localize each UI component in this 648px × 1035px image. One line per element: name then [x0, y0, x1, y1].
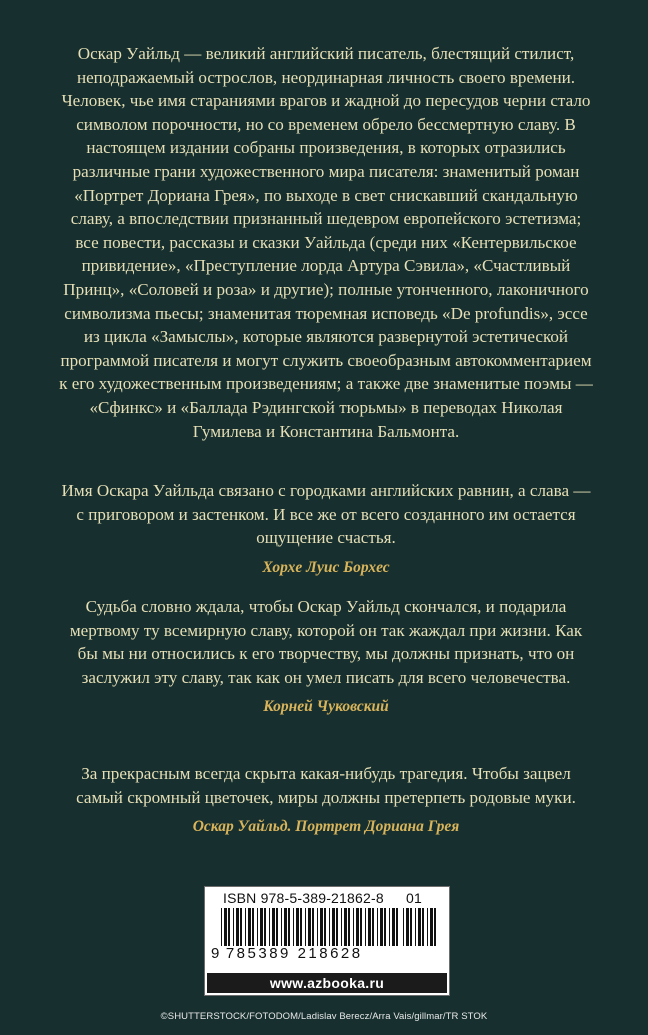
barcode-bar: [406, 908, 409, 946]
barcode-bar: [296, 908, 299, 946]
barcode-digits: [211, 945, 363, 962]
barcode-bar: [252, 908, 254, 946]
barcode-bar: [380, 908, 383, 946]
isbn-number: ISBN 978-5-389-21862-8: [223, 890, 384, 906]
barcode-bar: [336, 908, 338, 946]
barcode-bar: [396, 908, 398, 946]
barcode-bar: [272, 908, 275, 946]
quote-author: Хорхе Луис Борхес: [262, 558, 390, 576]
barcode-bar: [305, 908, 306, 946]
barcode-bar: [300, 908, 302, 946]
barcode-bar: [332, 908, 335, 946]
barcode-bar: [320, 908, 323, 946]
barcode-bar: [284, 908, 287, 946]
barcode-bar: [415, 908, 416, 946]
barcode-bar: [427, 908, 428, 946]
barcode-bar: [341, 908, 342, 946]
barcode-bar: [224, 908, 227, 946]
barcode-bar: [308, 908, 311, 946]
barcode-bar: [418, 908, 421, 946]
barcode-bar: [344, 908, 347, 946]
publisher-url: www.azbooka.ru: [207, 973, 447, 993]
quote-wilde: [58, 762, 594, 837]
barcode-number: 785389 218628: [225, 945, 363, 962]
barcode-bar: [434, 908, 436, 946]
barcode-bar: [245, 908, 246, 946]
barcode-addon-bars: [403, 908, 439, 946]
barcode-bar: [365, 908, 366, 946]
barcode-bar: [260, 908, 263, 946]
barcode-bar: [288, 908, 290, 946]
quote-chukovsky: [58, 595, 594, 717]
barcode-bar: [317, 908, 318, 946]
quote-text: За прекрасным всегда скрыта какая-нибудь трагедия. Чтобы зацвел самый скромный цветочек, миры должны претерпеть родовые муки.: [76, 764, 576, 807]
barcode-bar: [368, 908, 371, 946]
quote-text: Судьба словно ждала, чтобы Оскар Уайльд скончался, и подарила мертвому ту всемирную славу, которой он так жаждал при жизни. Как бы мы ни относились к его творчеству, мы должны признать, что он заслужил эту славу, так как он умел писать для всего человечества.: [69, 597, 583, 687]
isbn-addon: 01: [406, 890, 422, 906]
barcode-bar: [324, 908, 326, 946]
quote-text: Имя Оскара Уайльда связано с городками английских равнин, а слава — с приговором и застенком. И все же от всего созданного им остается ощущение счастья.: [61, 481, 591, 548]
barcode-bar: [281, 908, 282, 946]
barcode-bar: [348, 908, 350, 946]
barcode-bar: [410, 908, 412, 946]
barcode-bar: [233, 908, 234, 946]
barcode-bar: [356, 908, 359, 946]
barcode-bar: [360, 908, 362, 946]
barcode-bars: [221, 908, 399, 946]
quote-author: Корней Чуковский: [263, 698, 389, 716]
barcode-bar: [353, 908, 354, 946]
book-annotation: Оскар Уайльд — великий английский писатель, блестящий стилист, неподражаемый острослов, неординарная личность своего времени. Человек, чье имя стараниями врагов и жадной до пересудов черни стало символом порочности, но со временем обрело бессмертную славу. В настоящем издании собраны произведения, в которых отразились различные грани художественного мира писателя: знаменитый роман «Портрет Дориана Грея», по выходе в свет снискавший скандальную славу, а впоследствии признанный шедевром европейского эстетизма; все повести, рассказы и сказки Уайльда (среди них «Кентервильское привидение», «Преступление лорда Артура Сэвила», «Счастливый Принц», «Соловей и роза» и другие); полные утонченного, лаконичного символизма пьесы; знаменитая тюремная исповедь «De profundis», эссе из цикла «Замыслы», которые являются развернутой эстетической программой писателя и могут служить своеобразным автокомментарием к его художественным произведениям; а также две знаменитые поэмы — «Сфинкс» и «Баллада Рэдингской тюрьмы» в переводах Николая Гумилева и Константина Бальмонта.: [59, 44, 593, 441]
isbn-barcode: [204, 886, 450, 996]
barcode-bar: [392, 908, 395, 946]
barcode-bar: [430, 908, 433, 946]
barcode-bar: [403, 908, 404, 946]
barcode-bar: [236, 908, 239, 946]
barcode-bar: [329, 908, 330, 946]
barcode-bar: [377, 908, 378, 946]
barcode-lead-digit: 9: [211, 945, 222, 962]
barcode-bar: [240, 908, 242, 946]
isbn-line: [223, 890, 443, 906]
barcode-bar: [422, 908, 424, 946]
barcode-bar: [228, 908, 230, 946]
barcode-bar: [264, 908, 266, 946]
barcode-bar: [221, 908, 222, 946]
barcode-bar: [389, 908, 390, 946]
barcode-bar: [257, 908, 258, 946]
quote-author: Оскар Уайльд. Портрет Дориана Грея: [192, 818, 460, 836]
photo-credits: ©SHUTTERSTOCK/FOTODOM/Ladislav Berecz/Arra Vais/gillmar/TR STOK: [160, 1011, 488, 1022]
quote-borges: [58, 479, 594, 578]
barcode-bar: [248, 908, 251, 946]
barcode-bar: [293, 908, 294, 946]
barcode-bar: [312, 908, 314, 946]
barcode-bar: [384, 908, 386, 946]
barcode-bar: [372, 908, 374, 946]
barcode-bar: [269, 908, 270, 946]
barcode-bar: [276, 908, 278, 946]
